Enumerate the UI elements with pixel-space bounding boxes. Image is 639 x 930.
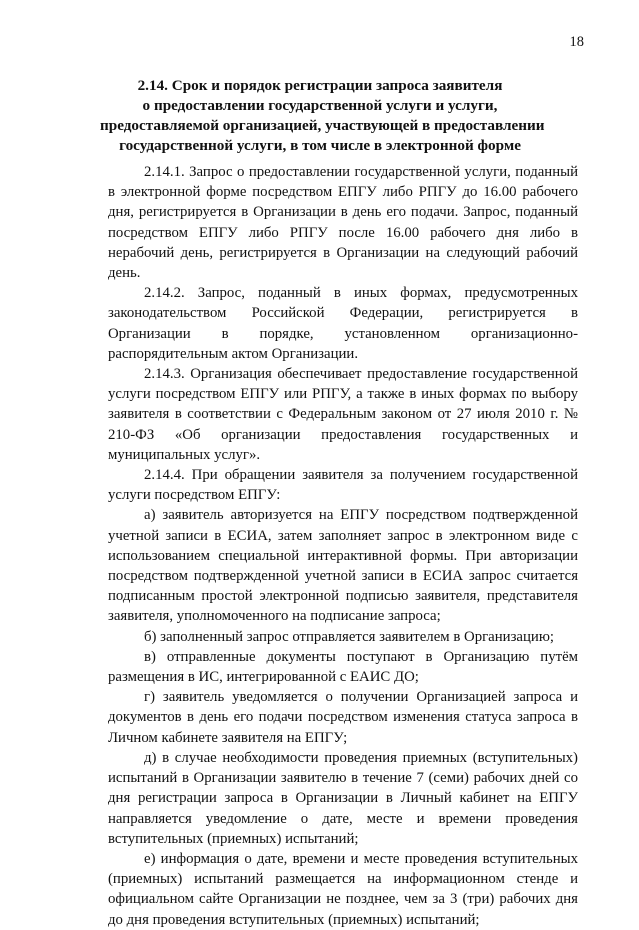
list-item-v: в) отправленные документы поступают в Организацию путём размещения в ИС, интегрированной с ЕАИС ДО; bbox=[108, 648, 578, 686]
heading-line: о предоставлении государственной услуги и услуги, bbox=[142, 97, 498, 114]
paragraph-2-14-2: 2.14.2. Запрос, поданный в иных формах, предусмотренных законодательством Российской Федерации, регистрируется в Организации в порядке, установленном организационно-распорядительным актом Организации. bbox=[108, 285, 578, 362]
list-item-a: а) заявитель авторизуется на ЕПГУ посредством подтвержденной учетной записи в ЕСИА, затем заполняет запрос в электронном виде с использованием специальной интерактивной формы. При авторизации посредством подтвержденной учетной записи в ЕСИА запрос считается подписанным простой электронной подписью заявителя, представителя заявителя, уполномоченного на подписание запроса; bbox=[108, 507, 578, 625]
paragraph-2-14-4: 2.14.4. При обращении заявителя за получением государственной услуги посредством ЕПГУ: bbox=[108, 467, 578, 504]
heading-line: государственной услуги, в том числе в электронной форме bbox=[119, 137, 521, 154]
page-number: 18 bbox=[569, 34, 584, 50]
section-heading bbox=[100, 76, 545, 156]
list-item-e: е) информация о дате, времени и месте проведения вступительных (приемных) испытаний размещается на информационном стенде и официальном сайте Организации не позднее, чем за 3 (три) рабочих дня до дня проведения вступительных (приемных) испытаний; bbox=[108, 850, 578, 928]
list-item-d: д) в случае необходимости проведения приемных (вступительных) испытаний в Организации заявителю в течение 7 (семи) рабочих дней со дня регистрации запроса в Организации в Личный кабинет на ЕПГУ направляется уведомление о дате, месте и времени проведения вступительных (приемных) испытаний; bbox=[108, 749, 578, 847]
list-item-b: б) заполненный запрос отправляется заявителем в Организацию; bbox=[144, 628, 554, 645]
document-body bbox=[108, 162, 578, 930]
list-item-g: г) заявитель уведомляется о получении Организацией запроса и документов в день его подачи посредством изменения статуса запроса в Личном кабинете заявителя на ЕПГУ; bbox=[108, 689, 578, 746]
heading-line: 2.14. Срок и порядок регистрации запроса заявителя bbox=[137, 77, 503, 94]
heading-line: предоставляемой организацией, участвующей в предоставлении bbox=[100, 117, 545, 134]
paragraph-2-14-1: 2.14.1. Запрос о предоставлении государственной услуги, поданный в электронной форме посредством ЕПГУ либо РПГУ до 16.00 рабочего дня, регистрируется в Организации в день его подачи. Запрос, поданный посредством ЕПГУ либо РПГУ после 16.00 рабочего дня либо в нерабочий день, регистрируется в Организации на следующий рабочий день. bbox=[108, 164, 578, 282]
paragraph-2-14-3: 2.14.3. Организация обеспечивает предоставление государственной услуги посредством ЕПГУ или РПГУ, а также в иных формах по выбору заявителя в соответствии с Федеральным законом от 27 июля 2010 г. № 210-ФЗ «Об организации предоставления государственных и муниципальных услуг». bbox=[108, 366, 578, 463]
